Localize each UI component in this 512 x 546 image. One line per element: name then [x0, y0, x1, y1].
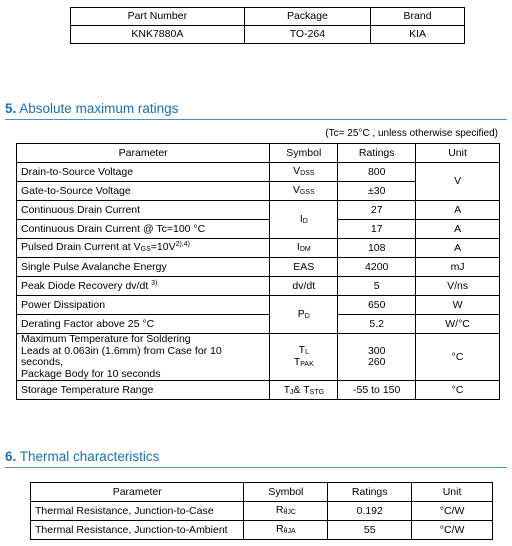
rating-cell: 650 — [338, 296, 416, 315]
symbol-main: T — [293, 356, 301, 369]
parameter-cell: Power Dissipation — [17, 296, 270, 315]
unit-cell: W/°C — [416, 315, 500, 334]
symbol-main: P — [297, 307, 305, 320]
symbol-cell — [270, 334, 338, 381]
parameter-cell: Drain-to-Source Voltage — [17, 163, 270, 182]
ratings-header: Ratings — [338, 144, 416, 163]
absolute-ratings-heading — [5, 101, 178, 116]
parameter-cell: Thermal Resistance, Junction-to-Case — [31, 502, 244, 521]
parameter-cell: Continuous Drain Current — [17, 201, 270, 220]
symbol-cell — [270, 296, 338, 334]
symbol-line — [274, 345, 333, 357]
parameter-cell: Gate-to-Source Voltage — [17, 182, 270, 201]
symbol-sub: DM — [299, 246, 311, 254]
thermal-heading — [5, 449, 159, 464]
section-divider — [5, 119, 507, 120]
rating-cell: 0.192 — [328, 502, 412, 521]
unit-cell: V/ns — [416, 277, 500, 296]
parameter-cell — [17, 277, 270, 296]
symbol-main: R — [276, 523, 284, 536]
symbol-main: V — [293, 165, 301, 178]
parameter-line: Maximum Temperature for Soldering — [21, 333, 191, 345]
symbol-main: R — [275, 504, 284, 517]
table-row — [31, 521, 493, 540]
parameter-header: Parameter — [31, 483, 244, 502]
test-condition-note: (Tc= 25°C , unless otherwise specified) — [325, 128, 498, 139]
parameter-header: Parameter — [17, 144, 270, 163]
unit-cell: A — [416, 201, 500, 220]
table-row — [17, 163, 500, 182]
footnote-ref: 2),4) — [175, 241, 190, 249]
symbol-cell — [244, 502, 328, 521]
table-row — [17, 296, 500, 315]
parameter-cell — [17, 334, 270, 381]
table-row — [17, 258, 500, 277]
absolute-ratings-table — [16, 143, 500, 400]
thermal-table — [30, 482, 493, 540]
symbol-main: T — [298, 344, 306, 357]
rating-cell: ±30 — [338, 182, 416, 201]
table-row — [17, 220, 500, 239]
parameter-cell: Storage Temperature Range — [17, 381, 270, 400]
section-divider — [5, 467, 507, 468]
part-number-header: Part Number — [71, 8, 245, 26]
table-row — [17, 201, 500, 220]
part-number-value: KNK7880A — [71, 26, 245, 44]
parameter-text: =10V — [150, 241, 176, 254]
rating-cell: 4200 — [338, 258, 416, 277]
parameter-cell — [17, 239, 270, 258]
package-header: Package — [244, 8, 370, 26]
symbol-main: I — [299, 212, 303, 225]
rating-line: 300 — [367, 344, 386, 357]
symbol-cell — [270, 239, 338, 258]
rating-cell: -55 to 150 — [338, 381, 416, 400]
part-info-table — [70, 7, 465, 44]
symbol-sub: J — [290, 388, 294, 396]
symbol-sub: GSS — [299, 189, 315, 197]
symbol-cell — [270, 201, 338, 239]
unit-cell: °C — [416, 381, 500, 400]
parameter-cell: Thermal Resistance, Junction-to-Ambient — [31, 521, 244, 540]
unit-cell: °C/W — [412, 521, 493, 540]
symbol-main: I — [296, 241, 300, 254]
section-title: Thermal characteristics — [19, 449, 160, 464]
section-number: 6. — [5, 449, 17, 464]
symbol-sub: D — [304, 312, 310, 320]
symbol-sub: D — [302, 217, 308, 225]
table-row — [17, 315, 500, 334]
parameter-text: Peak Diode Recovery dv/dt — [21, 279, 149, 292]
parameter-text: Pulsed Drain Current at V — [21, 241, 141, 254]
symbol-sub: L — [305, 349, 309, 357]
symbol-cell — [270, 163, 338, 182]
section-number: 5. — [5, 101, 17, 116]
symbol-header: Symbol — [244, 483, 328, 502]
section-title: Absolute maximum ratings — [19, 101, 179, 116]
parameter-line: Package Body for 10 seconds — [21, 367, 161, 380]
parameter-line: Leads at 0.063in (1.6mm) from Case for 10 seconds, — [21, 344, 222, 369]
symbol-main: V — [292, 184, 300, 197]
unit-header: Unit — [416, 144, 500, 163]
table-header-row — [17, 144, 500, 163]
rating-cell: 17 — [338, 220, 416, 239]
symbol-cell — [244, 521, 328, 540]
unit-cell: °C/W — [412, 502, 493, 521]
symbol-sub: DSS — [300, 170, 315, 178]
rating-cell: 108 — [338, 239, 416, 258]
symbol-sub: STG — [309, 388, 325, 396]
footnote-ref: 3) — [151, 279, 158, 287]
unit-cell: A — [416, 239, 500, 258]
symbol-cell — [270, 381, 338, 400]
parameter-cell: Continuous Drain Current @ Tc=100 °C — [17, 220, 270, 239]
brand-value: KIA — [371, 26, 465, 44]
rating-cell: 5 — [338, 277, 416, 296]
table-row — [17, 334, 500, 381]
symbol-main: T — [283, 383, 290, 396]
symbol-main: & T — [293, 383, 310, 396]
unit-cell: °C — [416, 334, 500, 381]
package-value: TO-264 — [244, 26, 370, 44]
table-row — [31, 502, 493, 521]
brand-header: Brand — [371, 8, 465, 26]
symbol-cell: EAS — [270, 258, 338, 277]
symbol-sub: θJC — [283, 509, 296, 517]
rating-line: 260 — [367, 356, 386, 369]
table-row — [17, 239, 500, 258]
symbol-cell: dv/dt — [270, 277, 338, 296]
rating-cell: 27 — [338, 201, 416, 220]
parameter-cell: Derating Factor above 25 °C — [17, 315, 270, 334]
unit-header: Unit — [412, 483, 493, 502]
parameter-cell: Single Pulse Avalanche Energy — [17, 258, 270, 277]
symbol-sub: θJA — [283, 528, 296, 536]
unit-cell: mJ — [416, 258, 500, 277]
rating-cell: 800 — [338, 163, 416, 182]
symbol-header: Symbol — [270, 144, 338, 163]
unit-cell: V — [416, 163, 500, 201]
table-header-row — [31, 483, 493, 502]
unit-cell: A — [416, 220, 500, 239]
rating-cell: 55 — [328, 521, 412, 540]
rating-cell: 5.2 — [338, 315, 416, 334]
table-row — [17, 381, 500, 400]
symbol-sub: PAK — [300, 361, 314, 369]
rating-cell — [338, 334, 416, 381]
symbol-line — [274, 357, 333, 369]
unit-cell: W — [416, 296, 500, 315]
ratings-header: Ratings — [328, 483, 412, 502]
table-row — [17, 277, 500, 296]
parameter-sub: GS — [140, 246, 151, 254]
symbol-cell — [270, 182, 338, 201]
